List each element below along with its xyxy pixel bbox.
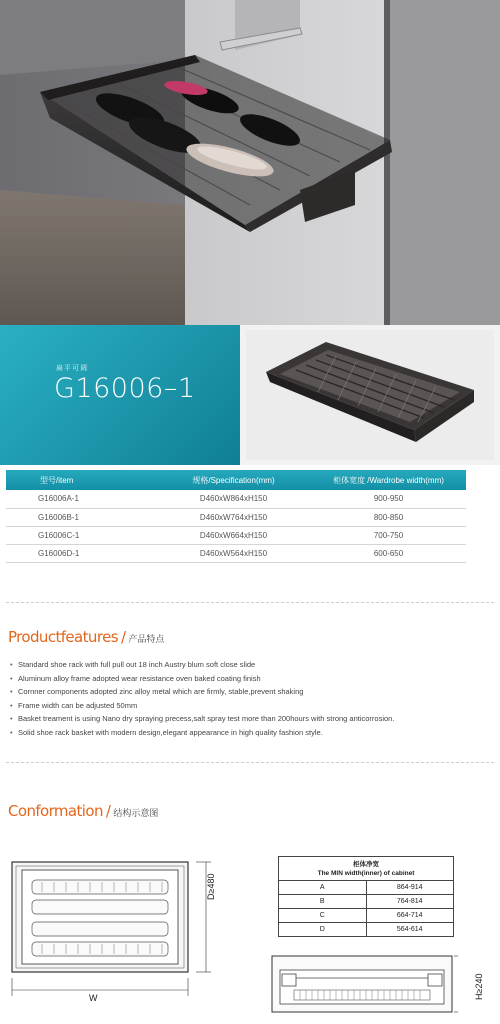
cell-item: G16006A-1	[6, 490, 156, 508]
model-number: G16006–1	[54, 373, 196, 404]
bullet-icon: •	[10, 727, 13, 737]
cabinet-width-table	[278, 856, 454, 937]
width-dimension-label: W	[89, 993, 98, 1003]
section-divider	[6, 762, 494, 763]
features-list	[10, 658, 495, 739]
cell-wardrobe-width: 900-950	[311, 490, 466, 508]
cell-wardrobe-width: 600-650	[311, 544, 466, 562]
cell-size-code: D	[279, 923, 367, 937]
features-title: Productfeatures	[8, 628, 118, 646]
specification-table	[6, 470, 466, 563]
list-item: • Frame width can be adjusted 50mm	[10, 699, 495, 713]
table-row	[6, 544, 466, 562]
product-thumbnail	[246, 330, 494, 460]
cell-item: G16006C-1	[6, 526, 156, 544]
col-header-wardrobe-width: 柜体宽度 /Wardrobe width(mm)	[311, 470, 466, 490]
cell-wardrobe-width: 800-850	[311, 508, 466, 526]
cell-min-width: 764-814	[366, 895, 454, 909]
table-row	[279, 881, 454, 895]
cell-specification: D460xW564xH150	[156, 544, 311, 562]
cell-specification: D460xW864xH150	[156, 490, 311, 508]
cell-size-code: A	[279, 881, 367, 895]
cell-min-width: 564-614	[366, 923, 454, 937]
depth-dimension-label: D≥480	[206, 873, 216, 900]
bullet-icon: •	[10, 714, 13, 723]
table-row	[6, 490, 466, 508]
list-item: • Aluminum alloy frame adopted wear resistance oven baked coating finish	[10, 672, 495, 686]
hero-product-photo	[0, 0, 500, 325]
table-row	[279, 895, 454, 909]
cell-item: G16006B-1	[6, 508, 156, 526]
list-item: • Standard shoe rack with full pull out 18 inch Austry blum soft close slide	[10, 658, 495, 672]
top-view-drawing	[6, 856, 226, 1016]
bullet-icon: •	[10, 700, 13, 710]
front-view-drawing	[270, 952, 460, 1018]
cell-min-width: 864-914	[366, 881, 454, 895]
conformation-subtitle: 结构示意图	[113, 809, 159, 819]
col-header-specification: 规格/Specification(mm)	[156, 470, 311, 490]
cell-wardrobe-width: 700-750	[311, 526, 466, 544]
conformation-heading: Conformation / 结构示意图	[8, 802, 159, 820]
cell-min-width: 664-714	[366, 909, 454, 923]
col-header-item: 型号/item	[6, 470, 156, 490]
bullet-icon: •	[10, 687, 13, 696]
features-subtitle: 产品特点	[128, 635, 165, 645]
banner-teal-panel	[0, 325, 240, 465]
features-heading: Productfeatures / 产品特点	[8, 628, 165, 646]
table-row	[279, 923, 454, 937]
bullet-icon: •	[10, 673, 13, 683]
conformation-title: Conformation	[8, 802, 103, 820]
table-row	[279, 909, 454, 923]
cell-item: G16006D-1	[6, 544, 156, 562]
cell-size-code: B	[279, 895, 367, 909]
table-row	[6, 508, 466, 526]
banner-tagline: 扁平可调	[56, 365, 88, 372]
spec-table-header	[6, 470, 466, 490]
list-item: • Basket treament is using Nano dry spraying precess,salt spray test more than 200hours with strong anticorrosion.	[10, 712, 495, 726]
list-item: • Cornner components adopted zinc alloy metal which are firmly, stable,prevent shaking	[10, 685, 495, 699]
bullet-icon: •	[10, 660, 13, 669]
shoe-rack-photo	[0, 0, 500, 325]
cell-size-code: C	[279, 909, 367, 923]
table-row	[6, 526, 466, 544]
cabinet-table-title: 柜体净宽 The MIN width(inner) of cabinet	[279, 857, 454, 881]
model-banner	[0, 325, 500, 465]
height-dimension-label: H≥240	[474, 973, 484, 1000]
list-item: • Solid shoe rack basket with modern design,elegant appearance in high quality fashion style.	[10, 726, 495, 740]
rack-thumbnail-image	[246, 330, 494, 460]
section-divider	[6, 602, 494, 603]
cabinet-table-header	[279, 857, 454, 881]
cell-specification: D460xW764xH150	[156, 508, 311, 526]
cell-specification: D460xW664xH150	[156, 526, 311, 544]
